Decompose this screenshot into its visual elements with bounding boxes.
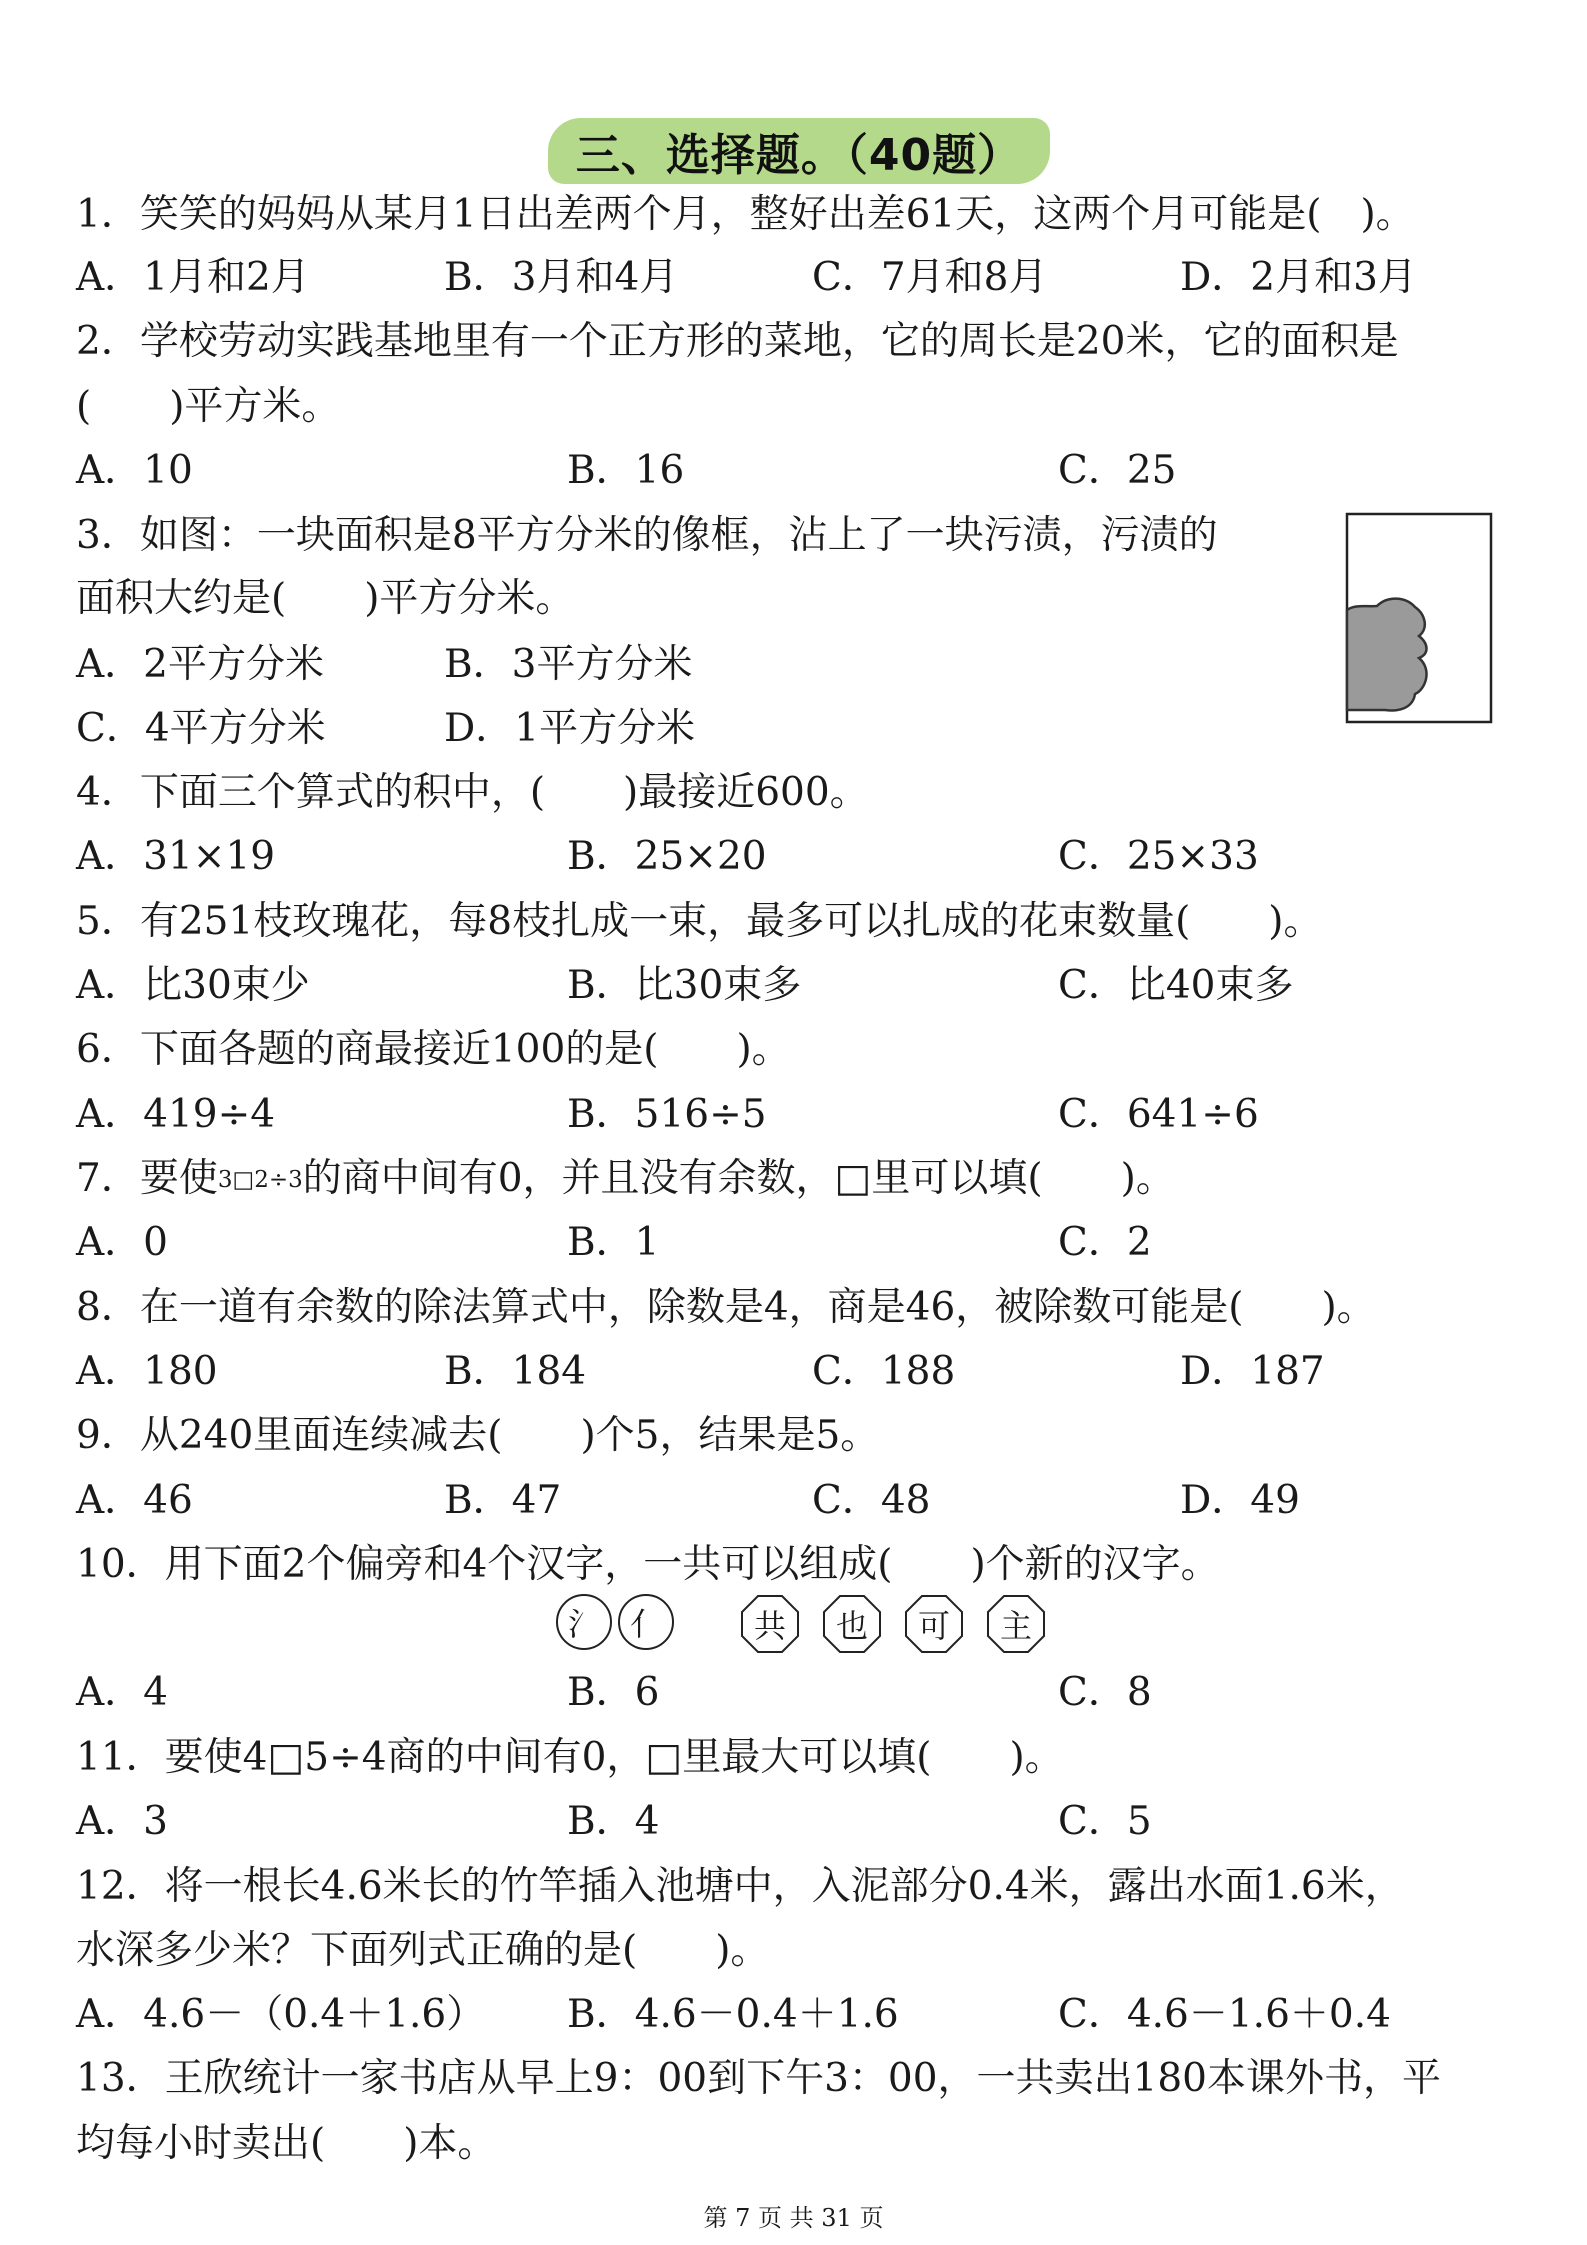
question-1-option-d: D．2月和3月 bbox=[1180, 255, 1417, 300]
question-9-option-c: C．48 bbox=[812, 1478, 931, 1523]
question-5-option-a: A．比30束少 bbox=[76, 963, 310, 1008]
question-7-text bbox=[76, 1154, 1175, 1205]
question-10-text: 10．用下面2个偏旁和4个汉字，一共可以组成( )个新的汉字。 bbox=[76, 1542, 1220, 1587]
photo-frame-stain-figure bbox=[1345, 512, 1493, 724]
question-9-text: 9．从240里面连续减去( )个5，结果是5。 bbox=[76, 1413, 880, 1458]
question-6-option-a: A．419÷4 bbox=[76, 1092, 276, 1137]
page-footer: 第 7 页 共 31 页 bbox=[703, 2204, 884, 2232]
question-12-option-b: B．4.6－0.4＋1.6 bbox=[567, 1992, 899, 2037]
character-zhu: 主 bbox=[999, 1607, 1032, 1645]
question-7-text-end: 的商中间有0，并且没有余数，□里可以填( )。 bbox=[302, 1156, 1175, 1201]
question-12-text-line1: 12．将一根长4.6米长的竹竿插入池塘中，入泥部分0.4米，露出水面1.6米， bbox=[76, 1864, 1404, 1909]
question-12-option-c: C．4.6－1.6＋0.4 bbox=[1058, 1992, 1391, 2037]
question-11-option-c: C．5 bbox=[1058, 1799, 1152, 1844]
question-4-option-a: A．31×19 bbox=[76, 834, 276, 879]
question-5-option-c: C．比40束多 bbox=[1058, 963, 1294, 1008]
question-2-option-c: C．25 bbox=[1058, 448, 1177, 493]
character-ke: 可 bbox=[917, 1607, 950, 1645]
question-8-option-a: A．180 bbox=[76, 1349, 218, 1394]
question-13-text-line1: 13．王欣统计一家书店从早上9：00到下午3：00，一共卖出180本课外书，平 bbox=[76, 2056, 1441, 2101]
question-2-option-b: B．16 bbox=[567, 448, 685, 493]
question-3-option-a: A．2平方分米 bbox=[76, 642, 324, 687]
question-12-option-a: A．4.6－（0.4＋1.6） bbox=[76, 1992, 486, 2037]
character-box-3 bbox=[904, 1594, 964, 1654]
question-7-option-c: C．2 bbox=[1058, 1220, 1152, 1265]
character-gong: 共 bbox=[753, 1607, 786, 1645]
character-box-1 bbox=[740, 1594, 800, 1654]
question-7-option-a: A．0 bbox=[76, 1220, 168, 1265]
question-6-text: 6．下面各题的商最接近100的是( )。 bbox=[76, 1027, 791, 1072]
question-7-option-b: B．1 bbox=[567, 1220, 660, 1265]
radical-person: 亻 bbox=[618, 1594, 674, 1650]
section-title-banner bbox=[548, 118, 1050, 184]
radicals-and-characters-row bbox=[0, 1594, 1587, 1658]
question-11-text: 11．要使4□5÷4商的中间有0，□里最大可以填( )。 bbox=[76, 1735, 1064, 1780]
question-3-option-c: C．4平方分米 bbox=[76, 706, 326, 751]
question-13-text-line2: 均每小时卖出( )本。 bbox=[76, 2121, 497, 2166]
question-6-option-c: C．641÷6 bbox=[1058, 1092, 1259, 1137]
question-11-option-b: B．4 bbox=[567, 1799, 660, 1844]
question-4-text: 4．下面三个算式的积中，( )最接近600。 bbox=[76, 770, 869, 815]
question-6-option-b: B．516÷5 bbox=[567, 1092, 767, 1137]
radical-water: 氵 bbox=[556, 1594, 612, 1650]
question-1-option-a: A．1月和2月 bbox=[76, 255, 310, 300]
question-1-text: 1．笑笑的妈妈从某月1日出差两个月，整好出差61天，这两个月可能是( )。 bbox=[76, 192, 1415, 237]
question-12-text-line2: 水深多少米？下面列式正确的是( )。 bbox=[76, 1928, 770, 1973]
question-2-text-line1: 2．学校劳动实践基地里有一个正方形的菜地，它的周长是20米，它的面积是 bbox=[76, 319, 1399, 364]
question-3-option-d: D．1平方分米 bbox=[444, 706, 696, 751]
question-2-option-a: A．10 bbox=[76, 448, 193, 493]
question-3-text-line1: 3．如图：一块面积是8平方分米的像框，沾上了一块污渍，污渍的 bbox=[76, 513, 1218, 558]
question-1-option-b: B．3月和4月 bbox=[444, 255, 679, 300]
question-7-expression: 3□2÷3 bbox=[217, 1167, 303, 1193]
question-9-option-b: B．47 bbox=[444, 1478, 562, 1523]
question-3-option-b: B．3平方分米 bbox=[444, 642, 693, 687]
question-4-option-b: B．25×20 bbox=[567, 834, 767, 879]
question-5-text: 5．有251枝玫瑰花，每8枝扎成一束，最多可以扎成的花束数量( )。 bbox=[76, 899, 1323, 944]
question-3-text-line2: 面积大约是( )平方分米。 bbox=[76, 576, 575, 621]
question-8-option-b: B．184 bbox=[444, 1349, 587, 1394]
question-1-option-c: C．7月和8月 bbox=[812, 255, 1048, 300]
question-5-option-b: B．比30束多 bbox=[567, 963, 802, 1008]
question-2-text-line2: ( )平方米。 bbox=[76, 384, 341, 429]
character-box-4 bbox=[986, 1594, 1046, 1654]
question-11-option-a: A．3 bbox=[76, 1799, 168, 1844]
question-8-option-c: C．188 bbox=[812, 1349, 956, 1394]
question-9-option-a: A．46 bbox=[76, 1478, 193, 1523]
character-ye: 也 bbox=[835, 1607, 868, 1645]
question-10-option-b: B．6 bbox=[567, 1670, 660, 1715]
character-box-2 bbox=[822, 1594, 882, 1654]
question-10-option-c: C．8 bbox=[1058, 1670, 1152, 1715]
question-10-option-a: A．4 bbox=[76, 1670, 168, 1715]
question-8-text: 8．在一道有余数的除法算式中，除数是4，商是46，被除数可能是( )。 bbox=[76, 1285, 1376, 1330]
question-9-option-d: D．49 bbox=[1180, 1478, 1300, 1523]
section-title: 三、选择题。（40题） bbox=[575, 130, 1023, 181]
question-8-option-d: D．187 bbox=[1180, 1349, 1325, 1394]
question-7-text-start: 7．要使 bbox=[76, 1156, 218, 1201]
question-4-option-c: C．25×33 bbox=[1058, 834, 1259, 879]
stain-shape bbox=[1347, 599, 1427, 711]
